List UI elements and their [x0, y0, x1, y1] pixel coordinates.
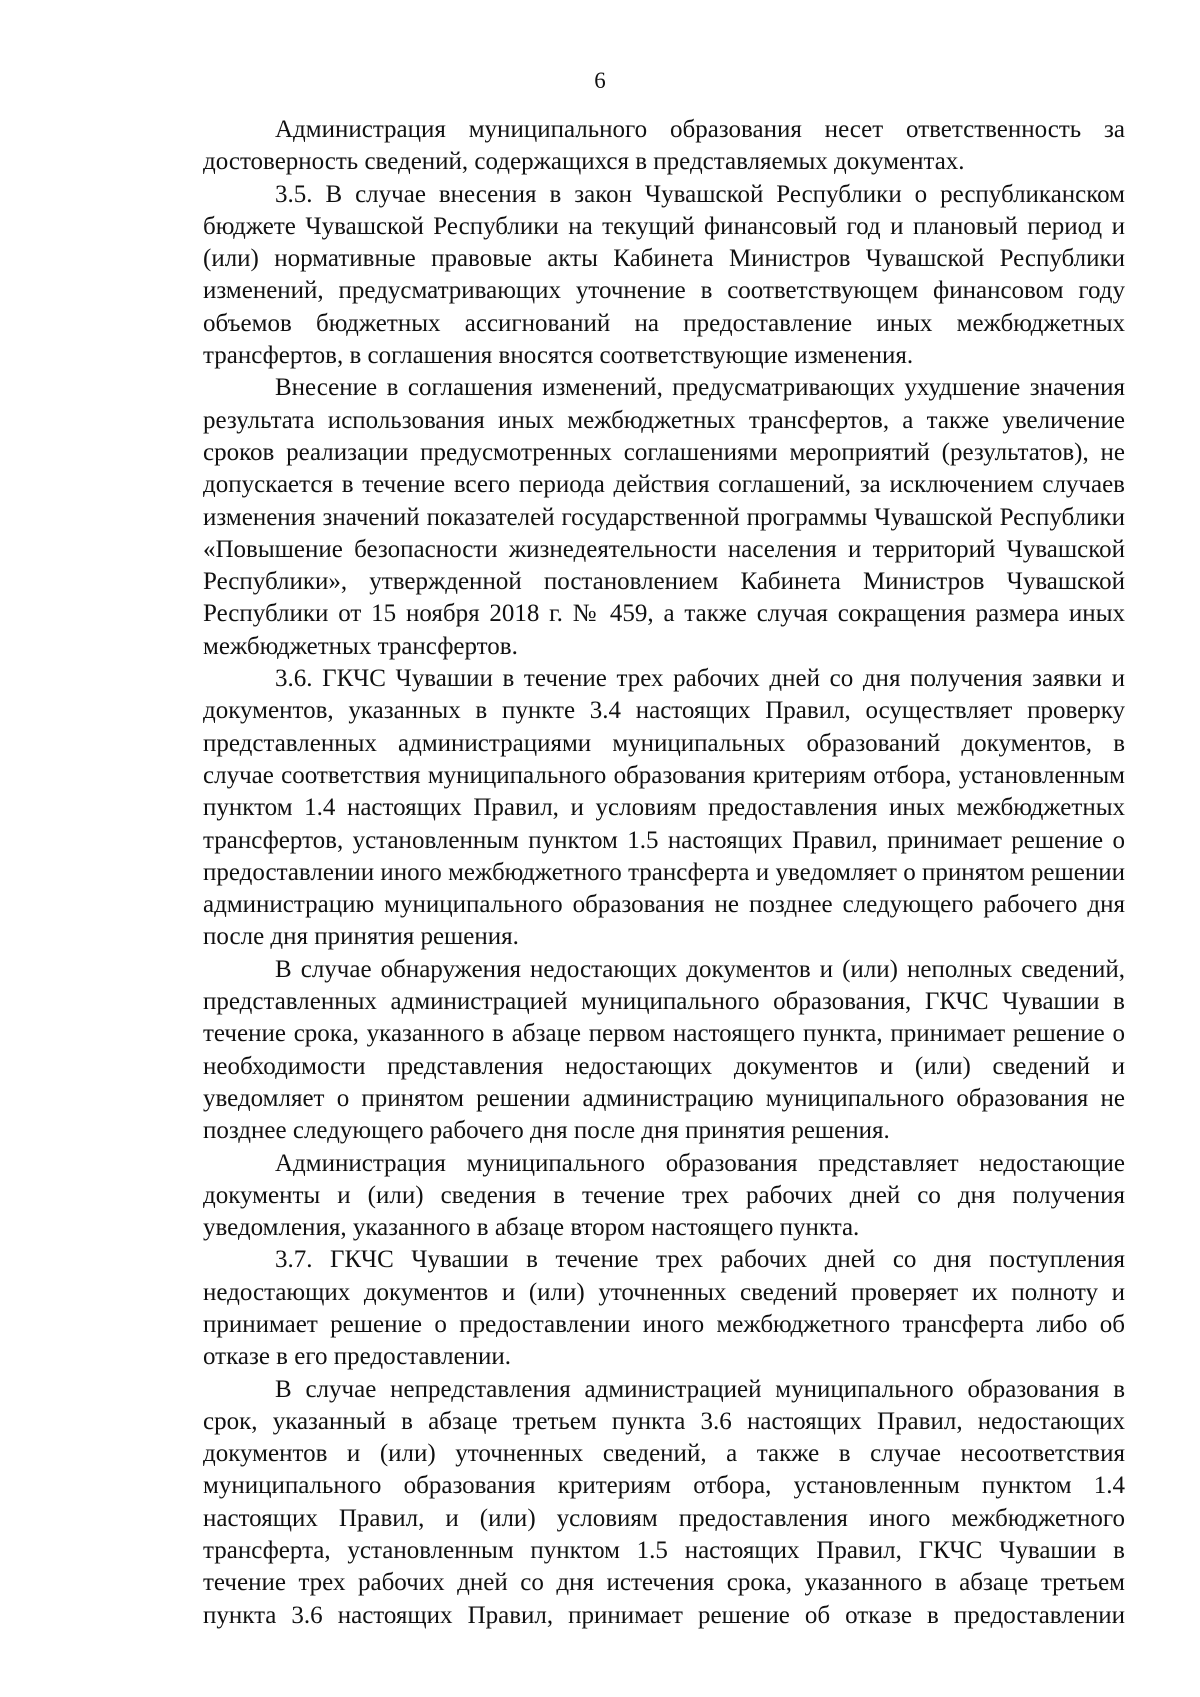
paragraph-amendments: Внесение в соглашения изменений, предусматривающих ухудшение значения результата использования иных межбюджетных трансфертов, а также увеличение сроков реализации предусмотренных соглашениями мероприятий (результатов), не допускается в течение всего периода действия соглашений, за исключением случаев изменения значений показателей государственной программы Чувашской Республики «Повышение безопасности жизнедеятельности населения и территорий Чувашской Республики», утвержденной постановлением Кабинета Министров Чувашской Республики от 15 ноября 2018 г. № 459, а также случая сокращения размера иных межбюджетных трансфертов. — [203, 374, 1125, 660]
paragraph-3-7: 3.7. ГКЧС Чувашии в течение трех рабочих дней со дня поступления недостающих документов и (или) уточненных сведений проверяет их полноту и принимает решение о предоставлении иного межбюджетного трансферта либо об отказе в его предоставлении. — [203, 1246, 1125, 1371]
paragraph-3-5: 3.5. В случае внесения в закон Чувашской Республики о республиканском бюджете Чувашской Республики на текущий финансовый год и плановый период и (или) нормативные правовые акты Кабинета Министров Чувашской Республики изменений, предусматривающих уточнение в соответствующем финансовом году объемов бюджетных ассигнований на предоставление иных межбюджетных трансфертов, в соглашения вносятся соответствующие изменения. — [203, 180, 1125, 370]
paragraph-3-6: 3.6. ГКЧС Чувашии в течение трех рабочих дней со дня получения заявки и документов, указанных в пункте 3.4 настоящих Правил, осуществляет проверку представленных администрациями муниципальных образований документов, в случае соответствия муниципального образования критериям отбора, установленным пунктом 1.4 настоящих Правил, и условиям предоставления иных межбюджетных трансфертов, установленным пунктом 1.5 настоящих Правил, принимает решение о предоставлении иного межбюджетного трансферта и уведомляет о принятом решении администрацию муниципального образования не позднее следующего рабочего дня после дня принятия решения. — [203, 665, 1125, 951]
paragraph-responsibility: Администрация муниципального образования несет ответственность за достоверность сведений, содержащихся в представляемых документах. — [203, 116, 1125, 176]
paragraph-refusal: В случае непредставления администрацией муниципального образования в срок, указанный в абзаце третьем пункта 3.6 настоящих Правил, недостающих документов и (или) уточненных сведений, а также в случае несоответствия муниципального образования критериям отбора, установленным пунктом 1.4 настоящих Правил, и (или) условиям предоставления иного межбюджетного трансферта, установленным пунктом 1.5 настоящих Правил, ГКЧС Чувашии в течение трех рабочих дней со дня истечения срока, указанного в абзаце третьем пункта 3.6 настоящих Правил, принимает решение об отказе в предоставлении — [203, 1375, 1125, 1629]
paragraph-submission: Администрация муниципального образования представляет недостающие документы и (или) сведения в течение трех рабочих дней со дня получения уведомления, указанного в абзаце втором настоящего пункта. — [203, 1149, 1125, 1242]
document-body — [203, 114, 1125, 1632]
paragraph-missing-documents: В случае обнаружения недостающих документов и (или) неполных сведений, представленных администрацией муниципального образования, ГКЧС Чувашии в течение срока, указанного в абзаце первом настоящего пункта, принимает решение о необходимости представления недостающих документов и (или) сведений и уведомляет о принятом решении администрацию муниципального образования не позднее следующего рабочего дня после дня принятия решения. — [203, 955, 1125, 1145]
page-number: 6 — [594, 68, 606, 93]
